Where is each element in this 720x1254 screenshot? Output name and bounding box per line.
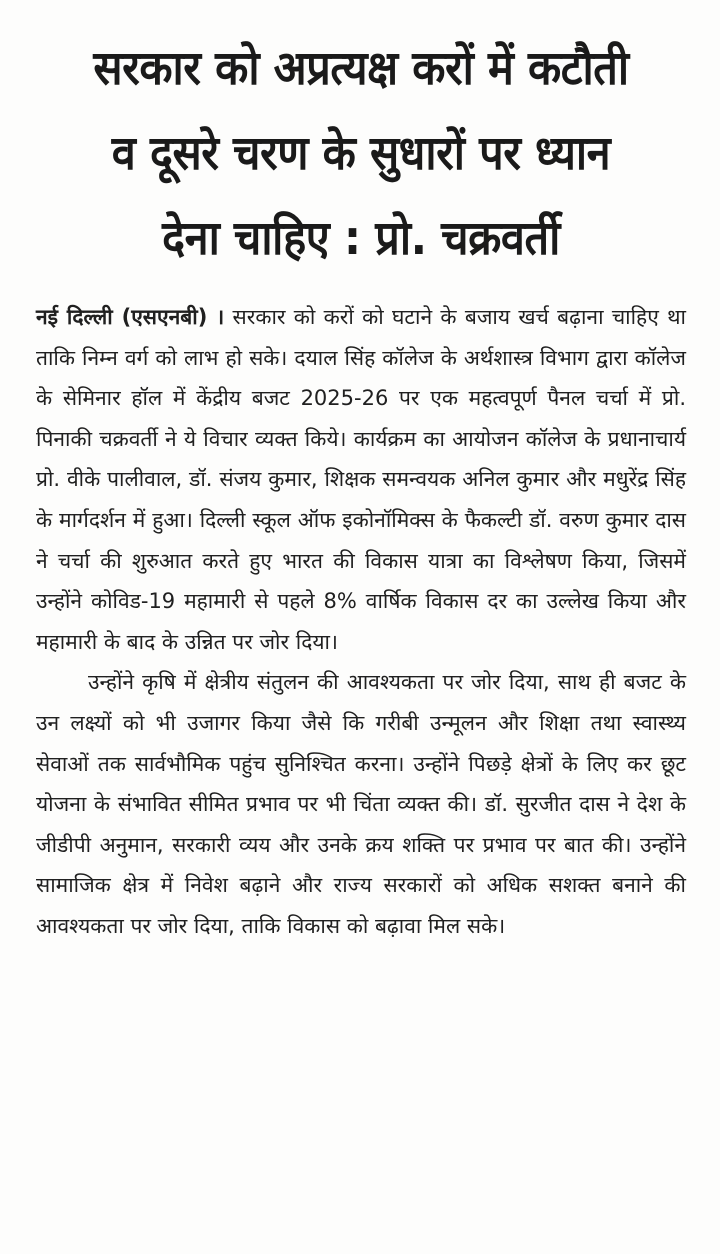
- headline: [62, 26, 660, 281]
- dateline: नई दिल्ली (एसएनबी) ।: [36, 305, 225, 329]
- article-paragraph-1: [36, 297, 686, 662]
- headline-line-1: सरकार को अप्रत्यक्ष करों में कटौती: [93, 41, 629, 96]
- article-paragraph-2: उन्होंने कृषि में क्षेत्रीय संतुलन की आवश्यकता पर जोर दिया, साथ ही बजट के उन लक्ष्यों को भी उजागर किया जैसे कि गरीबी उन्मूलन और शिक्षा तथा स्वास्थ्य सेवाओं तक सार्वभौमिक पहुंच सुनिश्चित करना। उन्होंने पिछड़े क्षेत्रों के लिए कर छूट योजना के संभावित सीमित प्रभाव पर भी चिंता व्यक्त की। डॉ. सुरजीत दास ने देश के जीडीपी अनुमान, सरकारी व्यय और उनके क्रय शक्ति पर प्रभाव पर बात की। उन्होंने सामाजिक क्षेत्र में निवेश बढ़ाने और राज्य सरकारों को अधिक सशक्त बनाने की आवश्यकता पर जोर दिया, ताकि विकास को बढ़ावा मिल सके।: [36, 670, 686, 938]
- paragraph-1-text: सरकार को करों को घटाने के बजाय खर्च बढ़ाना चाहिए था ताकि निम्न वर्ग को लाभ हो सके। दयाल सिंह कॉलेज के अर्थशास्त्र विभाग द्वारा कॉलेज के सेमिनार हॉल में केंद्रीय बजट 2025-26 पर एक महत्वपूर्ण पैनल चर्चा में प्रो. पिनाकी चक्रवर्ती ने ये विचार व्यक्त किये। कार्यक्रम का आयोजन कॉलेज के प्रधानाचार्य प्रो. वीके पालीवाल, डॉ. संजय कुमार, शिक्षक समन्वयक अनिल कुमार और मधुरेंद्र सिंह के मार्गदर्शन में हुआ। दिल्ली स्कूल ऑफ इकोनॉमिक्स के फैकल्टी डॉ. वरुण कुमार दास ने चर्चा की शुरुआत करते हुए भारत की विकास यात्रा का विश्लेषण किया, जिसमें उन्होंने कोविड-19 महामारी से पहले 8% वार्षिक विकास दर का उल्लेख किया और महामारी के बाद के उन्नित पर जोर दिया।: [36, 305, 686, 654]
- headline-line-3: देना चाहिए : प्रो. चक्रवर्ती: [162, 211, 560, 266]
- article-body: [36, 297, 686, 947]
- headline-line-2: व दूसरे चरण के सुधारों पर ध्यान: [111, 126, 611, 181]
